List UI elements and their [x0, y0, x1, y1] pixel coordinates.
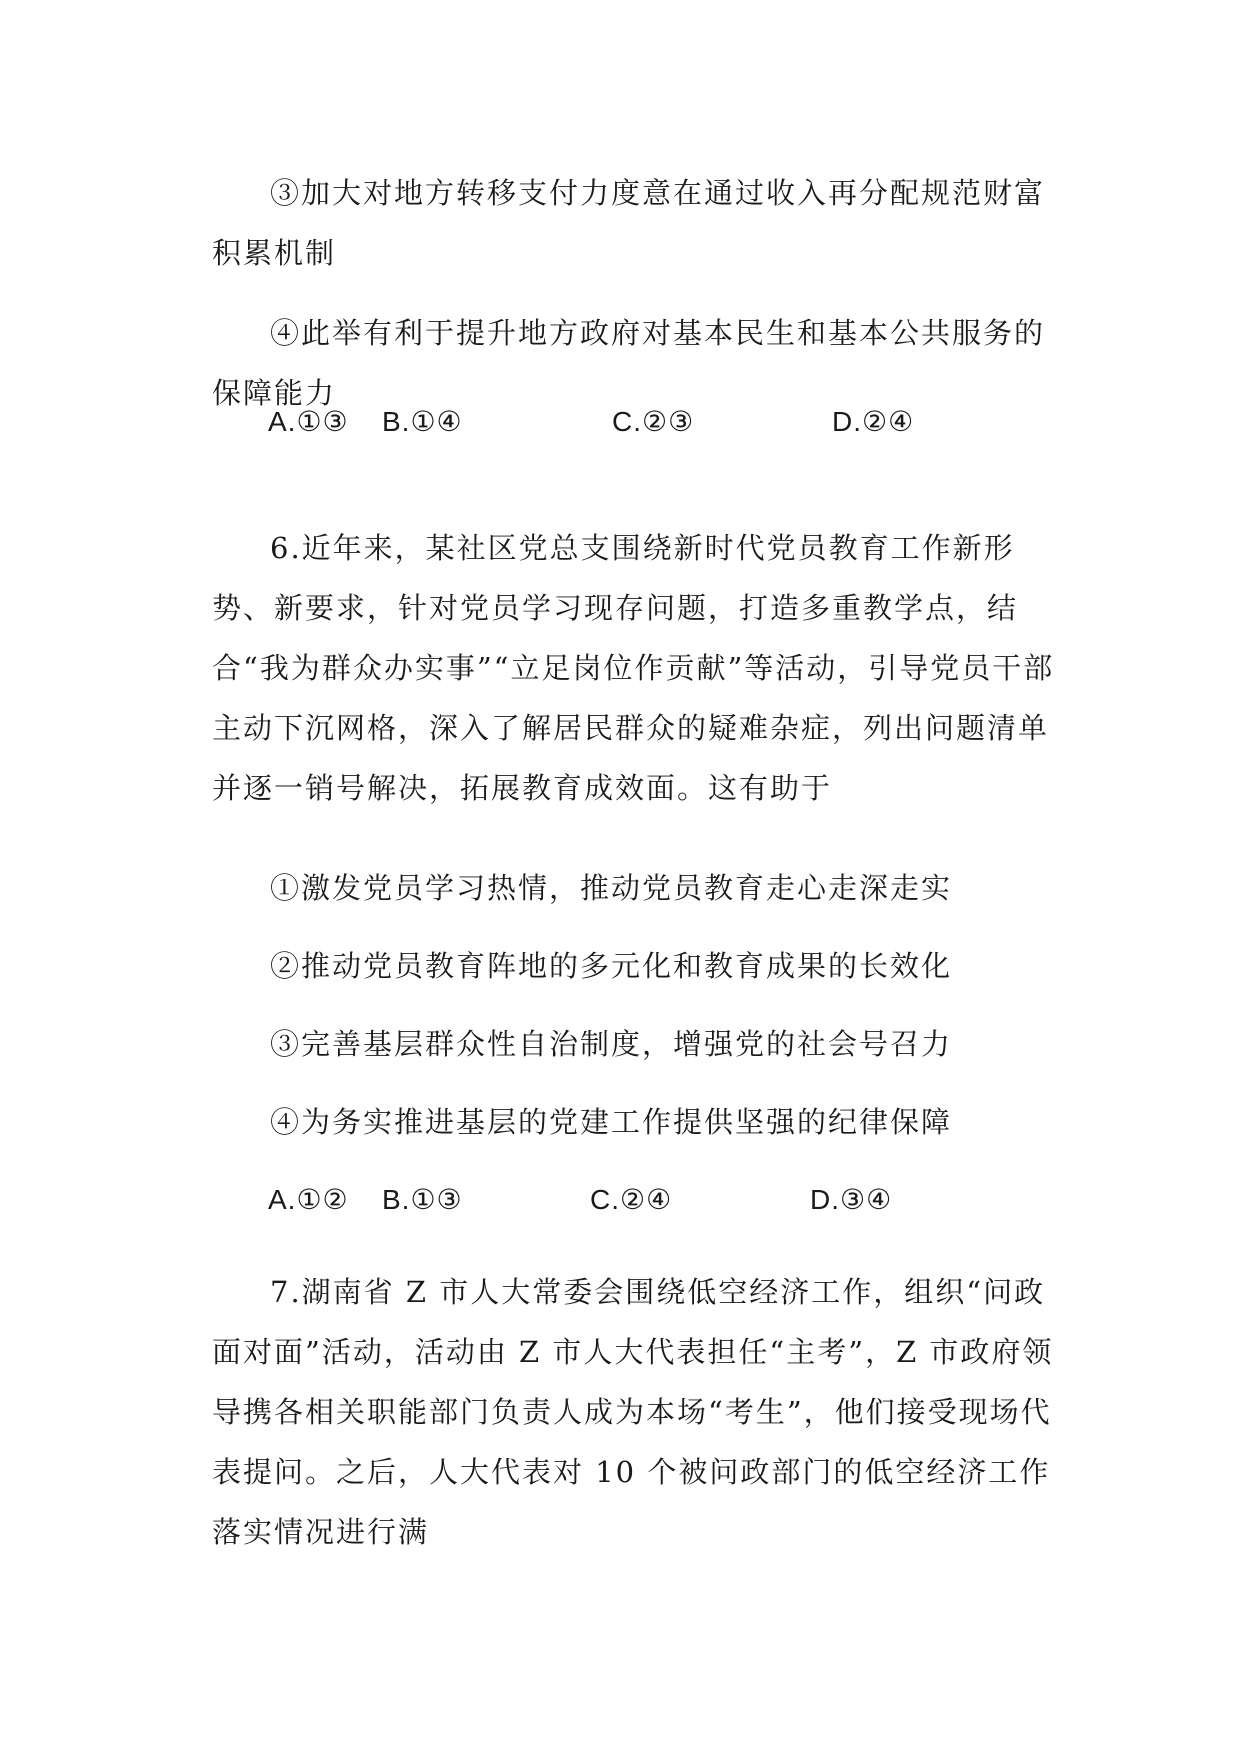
- q5-choice-c: C.②③: [612, 406, 695, 437]
- q6-option-1: ①激发党员学习热情，推动党员教育走心走深走实: [270, 871, 953, 905]
- q6-option-4: ④为务实推进基层的党建工作提供坚强的纪律保障: [270, 1105, 953, 1139]
- q5-choice-d: D.②④: [832, 406, 915, 437]
- q6-option-3: ③完善基层群众性自治制度，增强党的社会号召力: [270, 1027, 953, 1061]
- q5-choice-b: B.①④: [382, 406, 463, 437]
- q6-choice-b: B.①③: [382, 1184, 463, 1215]
- q7-stem: 7.湖南省 Z 市人大常委会围绕低空经济工作，组织“问政面对面”活动，活动由 Z 市人大代表担任“主考”，Z 市政府领导携各相关职能部门负责人成为本场“考生”，他们接受现场代表提问。之后，人大代表对 10 个被问政部门的低空经济工作落实情况进行满: [212, 1275, 1054, 1549]
- q5-option-3: ③加大对地方转移支付力度意在通过收入再分配规范财富积累机制: [212, 176, 1046, 270]
- q5-choice-a: A.①③: [268, 406, 349, 437]
- q6-choice-c: C.②④: [590, 1184, 673, 1215]
- q6-choice-d: D.③④: [810, 1184, 893, 1215]
- q6-answer-choices: [0, 1180, 1241, 1220]
- q5-option-4: ④此举有利于提升地方政府对基本民生和基本公共服务的保障能力: [212, 316, 1046, 410]
- q6-choice-a: A.①②: [268, 1184, 349, 1215]
- q5-answer-choices: [0, 402, 1241, 442]
- q6-option-2: ②推动党员教育阵地的多元化和教育成果的长效化: [270, 949, 953, 983]
- q6-stem: 6.近年来，某社区党总支围绕新时代党员教育工作新形势、新要求，针对党员学习现存问题，打造多重教学点，结合“我为群众办实事”“立足岗位作贡献”等活动，引导党员干部主动下沉网格，深入了解居民群众的疑难杂症，列出问题清单并逐一销号解决，拓展教育成效面。这有助于: [212, 531, 1055, 805]
